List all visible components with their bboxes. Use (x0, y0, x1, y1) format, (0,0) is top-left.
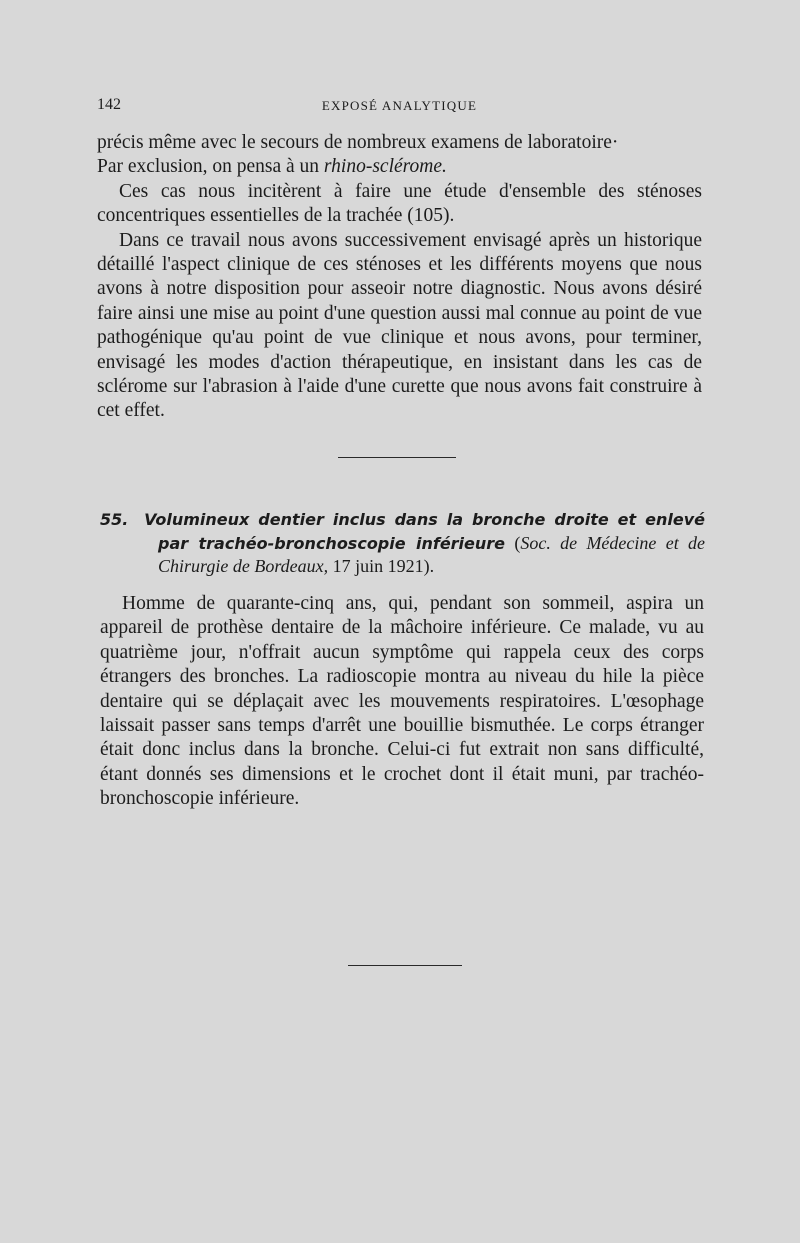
entry-date: 17 juin 1921). (328, 556, 435, 576)
entry-reference: Soc. de Médecine et de Chirurgie de Bordeaux, (158, 532, 705, 576)
entry-55-body (100, 592, 704, 812)
italic-term: rhino-sclérome. (323, 156, 447, 178)
paragraph: Ces cas nous incitèrent à faire une étude d'ensemble des sténoses concentriques essentielles de la trachée (105). (97, 180, 702, 227)
entry-55 (100, 508, 705, 579)
section-previous-entry (97, 131, 702, 424)
paragraph: Dans ce travail nous avons successivement envisagé après un historique détaillé l'aspect clinique de ces sténoses et les différents moyens que nous avons à notre disposition pour asseoir notre diagnostic. Nous avons désiré faire ainsi une mise au point d'une question aussi mal connue au point de vue pathogénique qu'au point de vue clinique et nous avons, pour terminer, envisagé les modes d'action thérapeutique, en insistant dans les cas de sclérome sur l'abrasion à l'aide d'une curette que nous avons fait construire à cet effet. (97, 229, 702, 422)
page-header (97, 96, 702, 118)
paragraph-text: précis même avec le secours de nombreux examens de laboratoire· (97, 132, 619, 153)
paragraph-text: Par exclusion, on pensa à un (97, 156, 324, 178)
section-divider (338, 457, 456, 458)
entry-title: Volumineux dentier inclus dans la bronche droite et enlevé par trachéo-bronchoscopie inférieure (144, 510, 705, 553)
paragraph: Homme de quarante-cinq ans, qui, pendant son sommeil, aspira un appareil de prothèse dentaire de la mâchoire inférieure. Ce malade, vu au quatrième jour, n'offrait aucun symptôme qui rappela ceux des corps étrangers des bronches. La radioscopie montra au niveau du hile la pièce dentaire qui se déplaçait avec les mouvements respiratoires. L'œsophage laissait passer sans temps d'arrêt une bouillie bismuthée. Le corps étranger était donc inclus dans la bronche. Celui-ci fut extrait non sans difficulté, étant donnés ses dimensions et le crochet dont il était muni, par trachéo-bronchoscopie inférieure. (100, 593, 704, 810)
entry-heading (100, 508, 705, 579)
running-head: EXPOSÉ ANALYTIQUE (321, 98, 478, 113)
entry-number: 55. (100, 510, 129, 529)
section-divider (348, 965, 462, 966)
entry-ref-paren: ( (505, 532, 521, 553)
paragraph-continuation (97, 131, 702, 180)
page-number: 142 (97, 96, 121, 113)
